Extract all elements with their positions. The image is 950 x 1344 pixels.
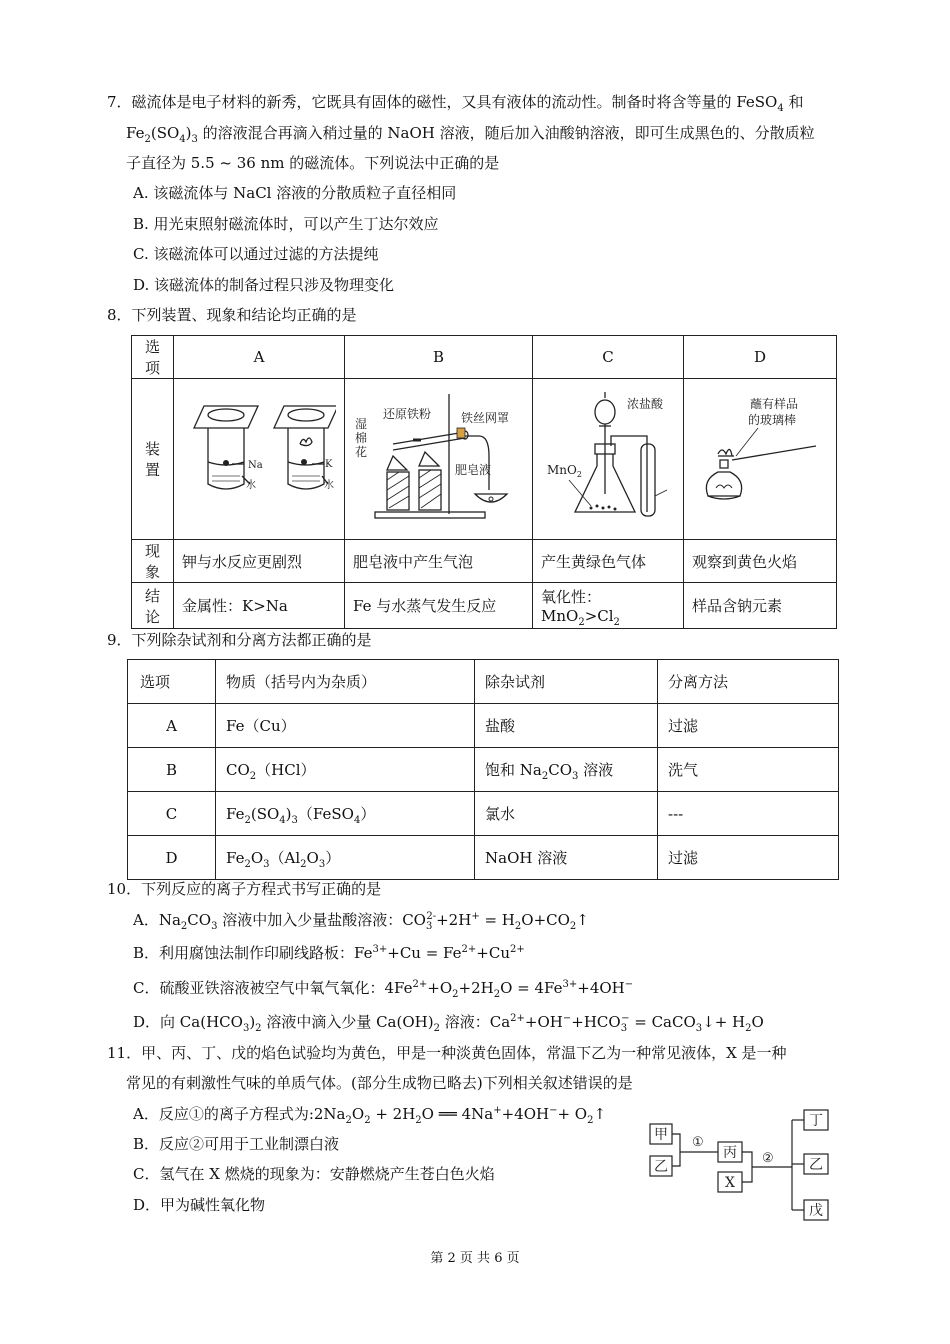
label-na: Na: [248, 460, 263, 471]
q10-option-d: D．向 $Ca(HCO_3)_2$ 溶液中滴入少量 $Ca(OH)_2$ 溶液：$Ca^{2+}+OH^-+HCO_3^-$ = CaCO$_3$↓+ $H_2O$: [133, 1013, 764, 1034]
q8-stem: 8．下列装置、现象和结论均正确的是: [107, 306, 357, 324]
q8-header-d: D: [684, 336, 837, 379]
q9-option-b: B: [128, 748, 216, 792]
na-k-water-apparatus: [182, 384, 336, 534]
label-water-2: 水: [324, 480, 334, 491]
q8-phenomenon-d: 观察到黄色火焰: [684, 540, 837, 583]
label-conc-hcl: 浓盐酸: [627, 397, 664, 411]
q11-option-a: A．反应①的离子方程式为$:2Na_2O_2 + 2H_2O$ ══ $4Na^++4OH^-+ O_2↑$: [133, 1105, 607, 1126]
table-row: [128, 748, 839, 792]
q11-option-c: C．氢气在 X 燃烧的现象为：安静燃烧产生苍白色火焰: [133, 1165, 495, 1183]
q8-row-phenomenon-label: 现象: [132, 540, 174, 583]
q11-option-b: B．反应②可用于工业制漂白液: [133, 1135, 340, 1153]
sodium-piece: [223, 460, 229, 466]
flow-reaction-2: ②: [762, 1151, 774, 1166]
label-wire-mesh: 铁丝网罩: [461, 411, 510, 425]
q11-option-d: D．甲为碱性氧化物: [133, 1196, 266, 1214]
q9-method-c: ---: [658, 792, 839, 836]
q9-option-d: D: [128, 836, 216, 880]
page-footer: 第 2 页 共 6 页: [430, 1251, 520, 1266]
label-rod-2: 的玻璃棒: [748, 413, 797, 427]
q9-reagent-c: 氯水: [475, 792, 658, 836]
q9-header-substance: 物质（括号内为杂质）: [216, 660, 475, 704]
q8-phenomenon-a: 钾与水反应更剧烈: [174, 540, 345, 583]
chlorine-generation-apparatus: [541, 384, 675, 534]
potassium-piece: [301, 459, 307, 465]
q9-stem: 9．下列除杂试剂和分离方法都正确的是: [107, 631, 372, 649]
label-soap: 肥皂液: [455, 463, 492, 477]
table-row: [128, 704, 839, 748]
q8-device-b: [345, 379, 533, 540]
q8-header-a: A: [174, 336, 345, 379]
q7-line3: 子直径为 5.5 ~ 36 nm 的磁流体。下列说法中正确的是: [126, 154, 500, 172]
q8-table: [131, 335, 837, 629]
q9-option-a: A: [128, 704, 216, 748]
q8-phenomenon-c: 产生黄绿色气体: [533, 540, 684, 583]
q9-substance-c: $Fe_2(SO_4)_3(FeSO_4)$: [216, 792, 475, 836]
q7-option-c: C. 该磁流体可以通过过滤的方法提纯: [133, 245, 379, 263]
q11-line1: 11．甲、丙、丁、戊的焰色试验均为黄色，甲是一种淡黄色固体，常温下乙为一种常见液体，X 是一种: [107, 1044, 787, 1062]
q9-reagent-b: 饱和 $Na_2CO_3$ 溶液: [475, 748, 658, 792]
q10-option-b: B．利用腐蚀法制作印刷线路板：$Fe^{3+}+Cu = Fe^{2+}+Cu^{2+}$: [133, 944, 525, 962]
q8-device-d: [684, 379, 837, 540]
q8-row-conclusion-label: 结论: [132, 583, 174, 629]
q7-line2: $Fe_2(SO_4)_3$ 的溶液混合再滴入稍过量的 NaOH 溶液，随后加入油酸钠溶液，即可生成黑色的、分散质粒: [126, 124, 815, 145]
q9-reagent-a: 盐酸: [475, 704, 658, 748]
q8-device-a: [174, 379, 345, 540]
label-iron-powder: 还原铁粉: [383, 407, 432, 421]
q9-substance-d: $Fe_2O_3(Al_2O_3)$: [216, 836, 475, 880]
q8-conclusion-c: 氧化性：$MnO_2>Cl_2$: [533, 583, 684, 629]
flow-bing: 丙: [723, 1145, 737, 1161]
label-wet-2: 棉: [355, 431, 368, 445]
label-water-1: 水: [246, 480, 256, 491]
q9-reagent-d: NaOH 溶液: [475, 836, 658, 880]
alcohol-liquid: [716, 485, 732, 488]
table-row: [128, 836, 839, 880]
flow-x: X: [725, 1175, 735, 1191]
flame-test-apparatus: [692, 384, 828, 534]
flow-ding: 丁: [809, 1113, 823, 1129]
q8-header-option: 选项: [132, 336, 174, 379]
q9-method-b: 洗气: [658, 748, 839, 792]
q7-option-b: B. 用光束照射磁流体时，可以产生丁达尔效应: [133, 215, 439, 233]
rubber-stopper: [457, 428, 465, 438]
q10-stem: 10．下列反应的离子方程式书写正确的是: [107, 880, 382, 898]
q9-substance-a: Fe（Cu）: [216, 704, 475, 748]
q10-option-c: C．硫酸亚铁溶液被空气中氧气氧化：$4Fe^{2+}+O_2+2H_2O = 4Fe^{3+}+4OH^-$: [133, 979, 634, 1000]
q9-method-d: 过滤: [658, 836, 839, 880]
q8-row-device-label: 装置: [132, 379, 174, 540]
q9-table: [127, 659, 839, 880]
label-mno2: MnO$_2$: [547, 463, 582, 479]
q8-device-c: [533, 379, 684, 540]
flow-reaction-1: ①: [692, 1135, 704, 1150]
q8-conclusion-a: 金属性：K>Na: [174, 583, 345, 629]
q9-header-method: 分离方法: [658, 660, 839, 704]
flow-wu: 戊: [809, 1203, 823, 1219]
flow-jia: 甲: [654, 1127, 668, 1143]
flow-yi2: 乙: [809, 1157, 823, 1173]
q10-option-a: A．$Na_2CO_3$ 溶液中加入少量盐酸溶液：$CO_3^{2-}+2H^+$ = $H_2O+CO_2↑$: [133, 911, 589, 932]
q9-header-reagent: 除杂试剂: [475, 660, 658, 704]
rod-pointer: [736, 428, 758, 456]
q9-substance-b: $CO_2(HCl)$: [216, 748, 475, 792]
tube-pointer: [655, 490, 667, 496]
q8-conclusion-b: Fe 与水蒸气发生反应: [345, 583, 533, 629]
q9-header-option: 选项: [128, 660, 216, 704]
q7-option-a: A. 该磁流体与 NaCl 溶液的分散质粒子直径相同: [133, 184, 457, 202]
label-wet-3: 花: [355, 445, 368, 459]
q9-method-a: 过滤: [658, 704, 839, 748]
q11-line2: 常见的有刺激性气味的单质气体。(部分生成物已略去)下列相关叙述错误的是: [126, 1074, 633, 1092]
q7-line1: 7．磁流体是电子材料的新秀，它既具有固体的磁性，又具有液体的流动性。制备时将含等量的 FeSO$_4$ 和: [107, 93, 804, 114]
q9-option-c: C: [128, 792, 216, 836]
iron-steam-apparatus: [353, 384, 524, 534]
q8-phenomenon-b: 肥皂液中产生气泡: [345, 540, 533, 583]
label-rod-1: 蘸有样品: [750, 397, 799, 411]
bubble: [489, 497, 493, 501]
flow-yi: 乙: [654, 1159, 668, 1175]
q8-conclusion-d: 样品含钠元素: [684, 583, 837, 629]
label-wet-1: 湿: [355, 417, 368, 431]
q7-option-d: D. 该磁流体的制备过程只涉及物理变化: [133, 276, 395, 294]
label-k: K: [325, 459, 333, 470]
q8-header-b: B: [345, 336, 533, 379]
q11-reaction-flowchart: [640, 1100, 840, 1225]
table-row: [128, 792, 839, 836]
q8-header-c: C: [533, 336, 684, 379]
